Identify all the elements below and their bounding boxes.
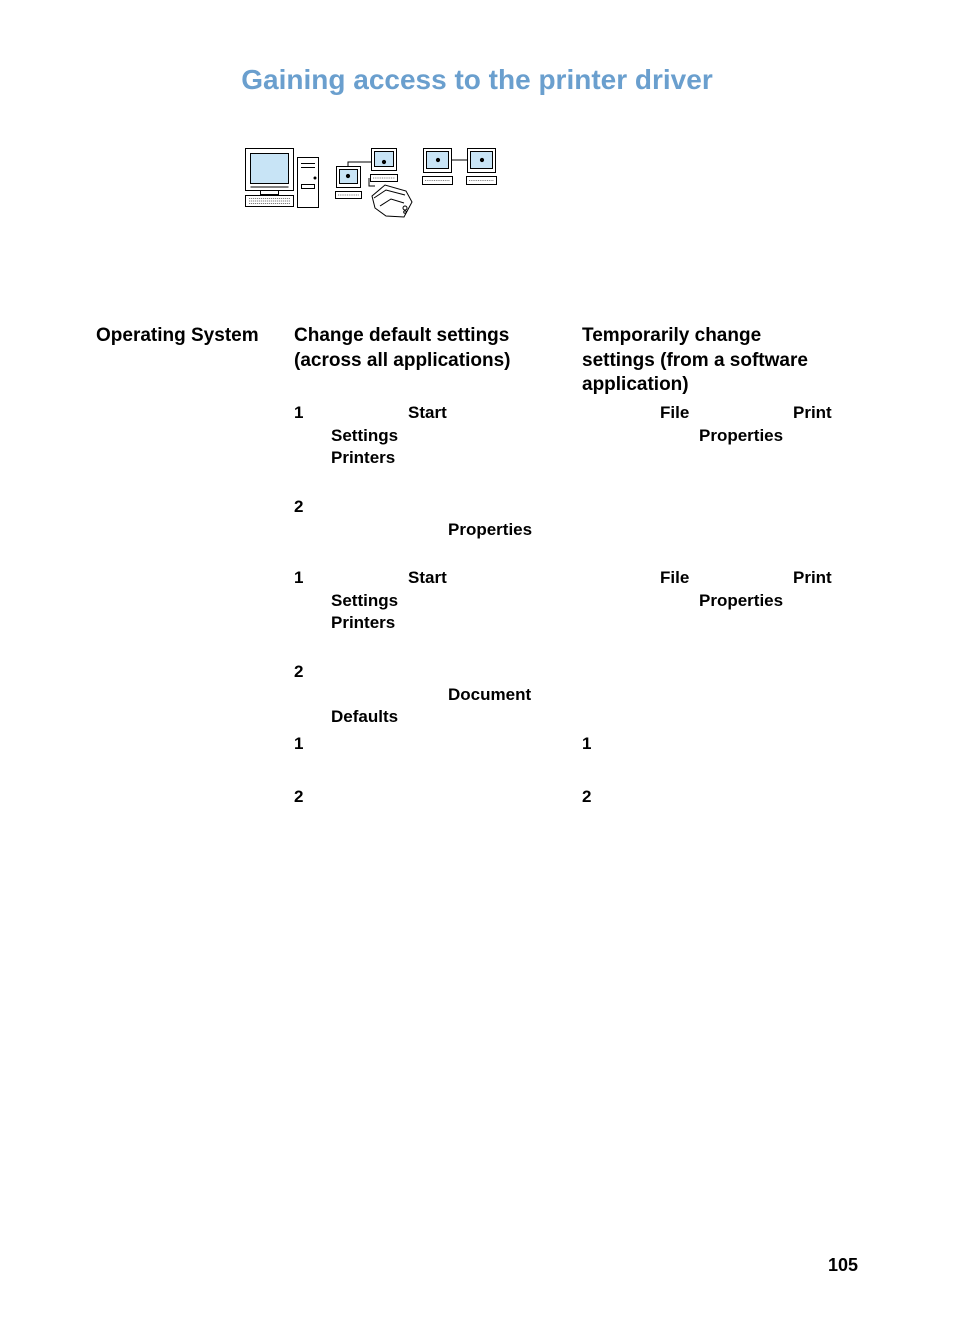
row2-temp-properties-label: Properties	[699, 591, 784, 610]
row2-document-label: Document	[448, 685, 532, 704]
page-title: Gaining access to the printer driver	[241, 64, 713, 95]
header-temp-line1: Temporarily change	[582, 325, 762, 346]
row1-properties-label: Properties	[448, 520, 533, 539]
row2-step2-number: 2	[294, 662, 304, 681]
row3-temp-step2-number: 2	[582, 787, 592, 806]
page-number: 105	[828, 1255, 859, 1275]
row1-step2-number: 2	[294, 497, 304, 516]
row2-temp-print-label: Print	[793, 568, 832, 587]
row1-temp-file-label: File	[660, 403, 690, 422]
row2-printers-label: Printers	[331, 613, 396, 632]
row2-settings-label: Settings	[331, 591, 399, 610]
row3-default-step1-number: 1	[294, 734, 304, 753]
row1-printers-label: Printers	[331, 448, 396, 467]
row3-temp-step1-number: 1	[582, 734, 592, 753]
header-default-line1: Change default settings	[294, 325, 510, 346]
header-temp-line2: settings (from a software	[582, 350, 808, 371]
row1-settings-label: Settings	[331, 426, 399, 445]
row2-step1-number: 1	[294, 568, 304, 587]
header-operating-system: Operating System	[96, 325, 259, 346]
row1-start-label: Start	[408, 403, 447, 422]
row2-defaults-label: Defaults	[331, 707, 399, 726]
row2-temp-file-label: File	[660, 568, 690, 587]
networked-computers-printer-icon	[244, 146, 498, 220]
row1-step1-number: 1	[294, 403, 304, 422]
header-temp-line3: application)	[582, 374, 689, 395]
row1-temp-print-label: Print	[793, 403, 832, 422]
header-default-line2: (across all applications)	[294, 350, 511, 371]
row2-start-label: Start	[408, 568, 447, 587]
row3-default-step2-number: 2	[294, 787, 304, 806]
row1-temp-properties-label: Properties	[699, 426, 784, 445]
